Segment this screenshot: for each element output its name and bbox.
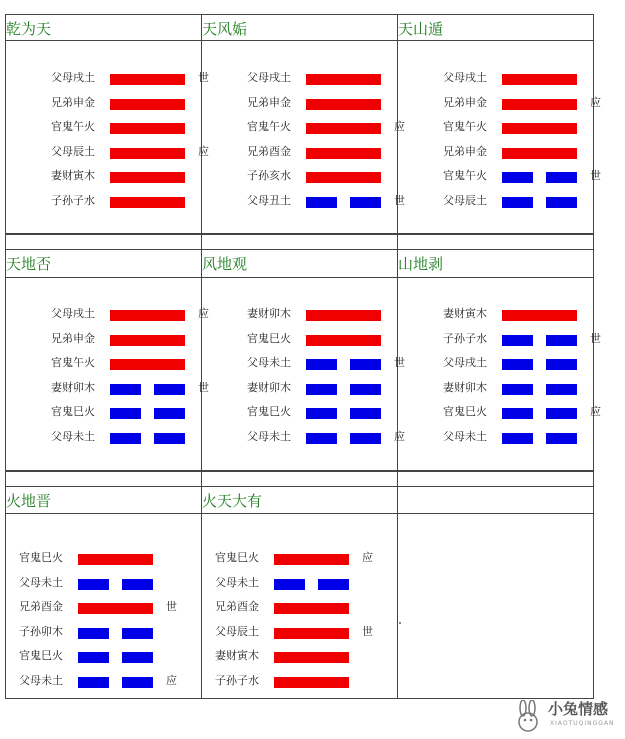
rabbit-logo-icon [512, 700, 544, 734]
yin-line-segment [546, 433, 577, 444]
line-label: 兄弟申金 [443, 95, 487, 109]
line-mark: 世 [590, 169, 601, 183]
line-label: 父母未土 [51, 430, 95, 443]
table-border [5, 234, 594, 235]
line-label: 妻财卯木 [443, 380, 487, 394]
table-border [5, 513, 594, 514]
yang-line-bar [502, 123, 577, 134]
line-label: 妻财卯木 [51, 380, 95, 394]
line-label: 兄弟酉金 [247, 144, 291, 158]
yang-line-bar [274, 554, 349, 565]
hexagram-line [0, 119, 625, 137]
hexagram-line [0, 95, 625, 113]
table-border [5, 698, 594, 699]
line-mark: 世 [394, 194, 405, 207]
table-border [5, 249, 594, 250]
yang-line-bar [502, 74, 577, 85]
watermark-text: 小兔情感 [548, 700, 609, 718]
line-label: 兄弟申金 [443, 144, 487, 158]
hexagram-line [0, 648, 625, 666]
yin-line-segment [546, 408, 577, 419]
line-label: 子孙子水 [215, 674, 259, 687]
hexagram-title: 火地晋 [6, 492, 52, 510]
line-label: 父母未土 [215, 575, 259, 589]
table-border [201, 234, 202, 249]
yin-line-segment [546, 335, 577, 346]
table-border [5, 40, 594, 41]
table-border [593, 234, 594, 249]
line-label: 兄弟申金 [51, 331, 95, 345]
line-label: 官鬼午火 [51, 356, 95, 370]
line-mark: 世 [394, 356, 405, 370]
hexagram-title: 天地否 [6, 255, 52, 273]
hexagram-line [0, 144, 625, 162]
line-label: 官鬼巳火 [247, 331, 291, 345]
line-label: 父母未土 [247, 356, 291, 370]
hexagram-title: 风地观 [202, 255, 248, 273]
line-mark: 应 [166, 674, 177, 687]
yin-line-segment [502, 172, 533, 183]
line-mark: 世 [198, 71, 209, 84]
yang-line-bar [274, 677, 349, 688]
yin-line-segment [546, 384, 577, 395]
yin-line-segment [502, 408, 533, 419]
line-label: 官鬼巳火 [19, 551, 63, 564]
yang-line-bar [274, 603, 349, 614]
table-border [5, 277, 594, 278]
line-label: 官鬼巳火 [443, 405, 487, 419]
line-label: 官鬼巳火 [19, 649, 63, 663]
hexagram-title: 火天大有 [202, 492, 263, 510]
line-mark: 世 [166, 600, 177, 614]
line-label: 父母辰土 [51, 144, 95, 158]
hexagram-line [0, 550, 625, 568]
hexagram-line [0, 429, 625, 447]
line-label: 妻财寅木 [215, 649, 259, 663]
line-label: 父母辰土 [215, 624, 259, 638]
line-label: 父母未土 [247, 430, 291, 443]
table-border [201, 471, 202, 486]
table-border [5, 486, 594, 487]
line-label: 官鬼巳火 [247, 405, 291, 419]
hexagram-line [0, 306, 625, 324]
table-border [397, 471, 398, 486]
line-label: 官鬼午火 [51, 120, 95, 134]
line-mark: 世 [362, 624, 373, 638]
line-label: 兄弟酉金 [215, 600, 259, 614]
line-mark: 世 [590, 331, 601, 345]
yin-line-segment [502, 197, 533, 208]
line-mark: 应 [198, 307, 209, 320]
line-label: 官鬼午火 [247, 120, 291, 134]
hexagram-line [0, 168, 625, 186]
hexagram-line [0, 624, 625, 642]
line-label: 妻财卯木 [247, 380, 291, 394]
line-label: 兄弟申金 [247, 95, 291, 109]
hexagram-line [0, 404, 625, 422]
line-label: 父母辰土 [443, 194, 487, 207]
hexagram-line [0, 193, 625, 211]
line-mark: 应 [362, 551, 373, 564]
hexagram-title: 天山遁 [398, 20, 444, 38]
line-label: 子孙亥水 [247, 169, 291, 183]
hexagram-title: 天风姤 [202, 20, 248, 38]
stray-dot [399, 622, 401, 624]
yang-line-bar [502, 99, 577, 110]
line-mark: 应 [590, 405, 601, 419]
line-label: 父母戌土 [51, 307, 95, 320]
line-label: 妻财寅木 [443, 307, 487, 320]
hexagram-line [0, 575, 625, 593]
line-label: 父母丑土 [247, 194, 291, 207]
line-mark: 应 [394, 120, 405, 134]
yin-line-segment [502, 335, 533, 346]
hexagram-line [0, 70, 625, 88]
yang-line-bar [502, 148, 577, 159]
hexagram-line [0, 599, 625, 617]
yin-line-segment [502, 384, 533, 395]
line-label: 官鬼巳火 [51, 405, 95, 419]
yin-line-segment [502, 359, 533, 370]
yin-line-segment [274, 579, 305, 590]
yin-line-segment [546, 359, 577, 370]
yin-line-segment [318, 579, 349, 590]
line-label: 父母戌土 [443, 71, 487, 84]
line-label: 子孙子水 [51, 194, 95, 207]
line-mark: 应 [198, 144, 209, 158]
watermark-subtext: XIAOTUQINGGAN [550, 720, 615, 727]
hexagram-line [0, 355, 625, 373]
line-label: 父母戌土 [443, 356, 487, 370]
hexagram-line [0, 380, 625, 398]
yang-line-bar [274, 652, 349, 663]
line-mark: 世 [198, 380, 209, 394]
hexagram-line [0, 331, 625, 349]
hexagram-line [0, 673, 625, 691]
line-label: 子孙子水 [443, 331, 487, 345]
line-label: 妻财寅木 [51, 169, 95, 183]
hexagram-title: 乾为天 [6, 20, 52, 38]
yin-line-segment [502, 433, 533, 444]
line-label: 父母未土 [443, 430, 487, 443]
line-label: 父母未土 [19, 674, 63, 687]
yin-line-segment [546, 172, 577, 183]
line-mark: 应 [590, 95, 601, 109]
line-label: 父母戌土 [247, 71, 291, 84]
line-label: 兄弟申金 [51, 95, 95, 109]
line-label: 兄弟酉金 [19, 600, 63, 614]
line-mark: 应 [394, 430, 405, 443]
table-border [5, 471, 594, 472]
yin-line-segment [546, 197, 577, 208]
table-border [593, 471, 594, 486]
watermark [510, 698, 622, 736]
line-label: 子孙卯木 [19, 624, 63, 638]
line-label: 官鬼午火 [443, 120, 487, 134]
hexagram-title: 山地剥 [398, 255, 444, 273]
line-label: 妻财卯木 [247, 307, 291, 320]
table-border [397, 234, 398, 249]
line-label: 父母未土 [19, 575, 63, 589]
line-label: 官鬼午火 [443, 169, 487, 183]
line-label: 官鬼巳火 [215, 551, 259, 564]
table-border [5, 471, 6, 486]
line-label: 父母戌土 [51, 71, 95, 84]
yang-line-bar [274, 628, 349, 639]
table-border [5, 14, 594, 15]
table-border [5, 234, 6, 249]
yang-line-bar [502, 310, 577, 321]
